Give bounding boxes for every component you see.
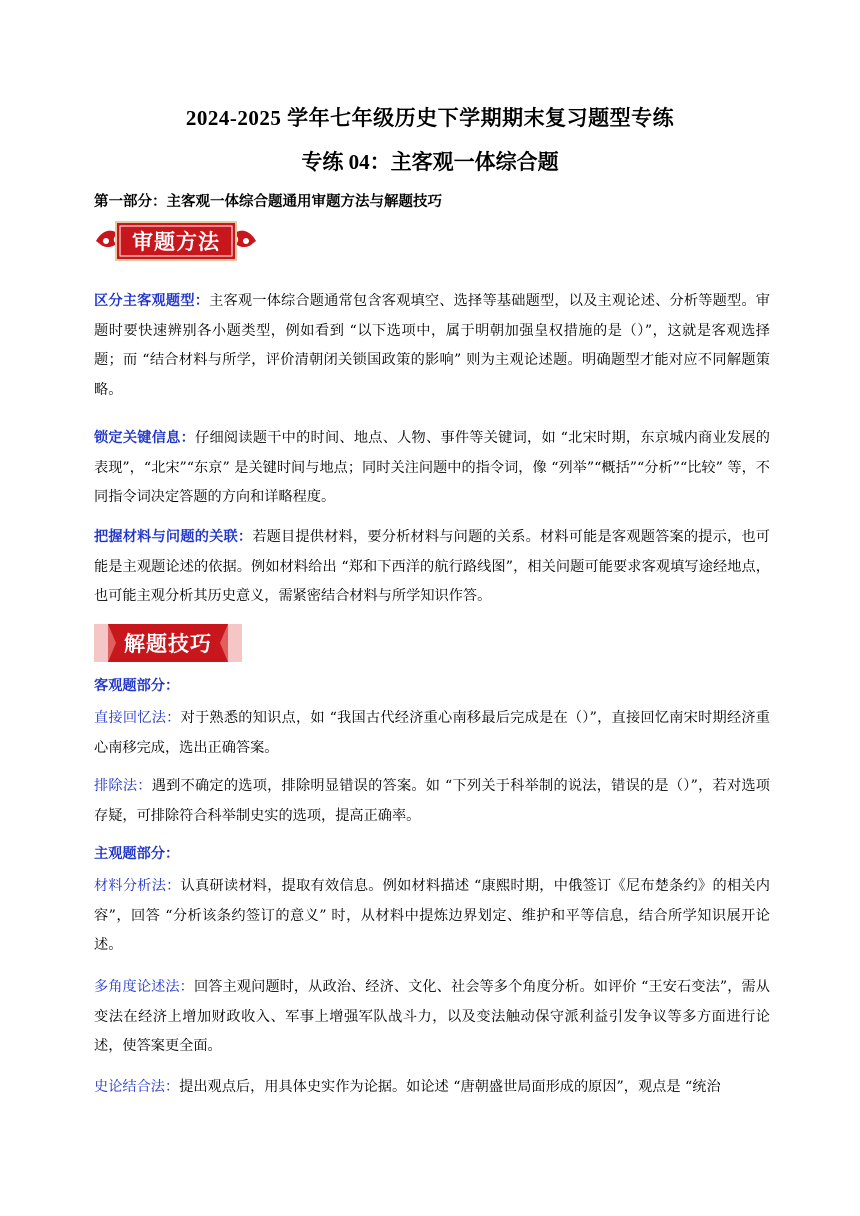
review-item-1 [94, 287, 770, 405]
subjective-item-3 [94, 1073, 770, 1103]
objective-item-text: 对于熟悉的知识点，如 “我国古代经济重心南移最后完成是在（）”，直接回忆南宋时期经济重心南移完成，选出正确答案。 [94, 710, 770, 756]
review-item-text: 若题目提供材料，要分析材料与问题的关系。材料可能是客观题答案的提示，也可能是主观题论述的依据。例如材料给出 “郑和下西洋的航行路线图”，相关问题可能要求客观填写途经地点，也可能主观分析其历史意义，需紧密结合材料与所学知识作答。 [94, 529, 770, 605]
review-item-text: 仔细阅读题干中的时间、地点、人物、事件等关键词，如 “北宋时期，东京城内商业发展的表现”，“北宋”“东京” 是关键时间与地点；同时关注问题中的指令词，像 “列举”“概括”“分析”“比较” 等，不同指令词决定答题的方向和详略程度。 [94, 430, 770, 506]
objective-heading [94, 672, 770, 702]
objective-item-label: 排除法： [94, 778, 152, 794]
subjective-item-1 [94, 872, 770, 961]
review-item-label: 把握材料与问题的关联： [94, 529, 253, 545]
subjective-item-text: 回答主观问题时，从政治、经济、文化、社会等多个角度分析。如评价 “王安石变法”，需从变法在经济上增加财政收入、军事上增强军队战斗力，以及变法触动保守派利益引发争议等多方面进行论述，使答案更全面。 [94, 979, 770, 1055]
review-item-3 [94, 523, 770, 612]
review-item-label: 区分主客观题型： [94, 293, 210, 309]
subjective-item-label: 史论结合法： [94, 1079, 180, 1095]
document-subtitle: 专练 04：主客观一体综合题 [301, 150, 559, 174]
review-method-banner [92, 218, 260, 264]
subjective-item-label: 材料分析法： [94, 878, 181, 894]
objective-item-label: 直接回忆法： [94, 710, 181, 726]
solving-skills-banner [92, 620, 244, 666]
objective-item-2 [94, 772, 770, 831]
document-title: 2024-2025 学年七年级历史下学期期末复习题型专练 [185, 106, 675, 130]
section-heading: 主观题部分： [94, 846, 180, 862]
subjective-heading [94, 840, 770, 870]
subjective-item-2 [94, 973, 770, 1062]
objective-item-1 [94, 704, 770, 763]
section-heading: 客观题部分： [94, 678, 180, 694]
review-item-2 [94, 424, 770, 513]
part1-heading: 第一部分：主客观一体综合题通用审题方法与解题技巧 [94, 194, 442, 210]
subjective-item-text: 认真研读材料，提取有效信息。例如材料描述 “康熙时期，中俄签订《尼布楚条约》的相关内容”，回答 “分析该条约签订的意义” 时，从材料中提炼边界划定、维护和平等信息，结合所学知识展开论述。 [94, 878, 770, 954]
banner-label: 审题方法 [132, 229, 220, 254]
review-item-label: 锁定关键信息： [94, 430, 196, 446]
banner-label: 解题技巧 [124, 631, 212, 656]
objective-item-text: 遇到不确定的选项，排除明显错误的答案。如 “下列关于科举制的说法，错误的是（）”，若对选项存疑，可排除符合科举制史实的选项，提高正确率。 [94, 778, 770, 824]
subjective-item-label: 多角度论述法： [94, 979, 194, 995]
review-item-text: 主客观一体综合题通常包含客观填空、选择等基础题型，以及主观论述、分析等题型。审题时要快速辨别各小题类型，例如看到 “以下选项中，属于明朝加强皇权措施的是（）”，这就是客观选择题；而 “结合材料与所学，评价清朝闭关锁国政策的影响” 则为主观论述题。明确题型才能对应不同解题策略。 [94, 293, 770, 398]
subjective-item-text: 提出观点后，用具体史实作为论据。如论述 “唐朝盛世局面形成的原因”，观点是 “统治 [179, 1079, 721, 1095]
